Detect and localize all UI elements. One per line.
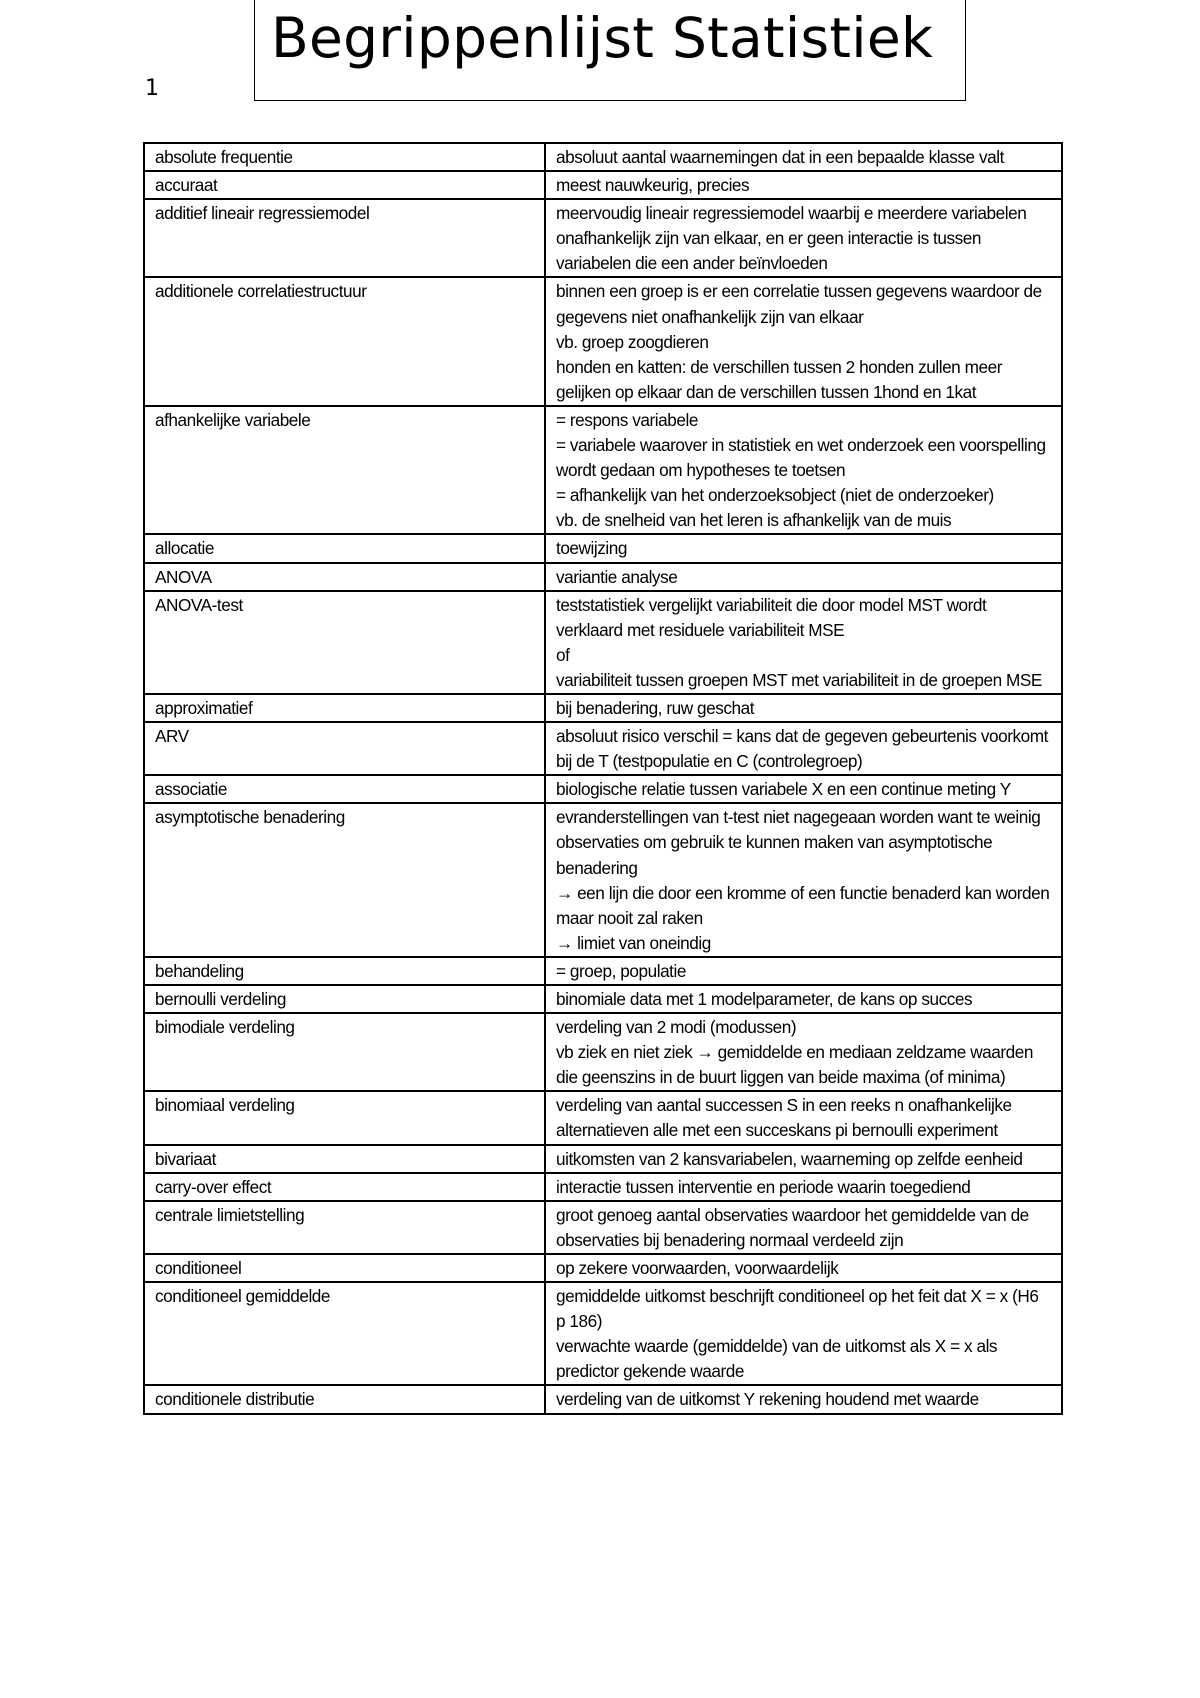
glossary-definition: teststatistiek vergelijkt variabiliteit die door model MST wordt verklaard met residuele variabiliteit MSE of variabiliteit tussen groepen MST met variabiliteit in de groepen MSE <box>545 591 1062 694</box>
glossary-definition: verdeling van 2 modi (modussen) vb ziek en niet ziek → gemiddelde en mediaan zeldzame waarden die geenszins in de buurt liggen van beide maxima (of minima) <box>545 1013 1062 1091</box>
glossary-definition: toewijzing <box>545 534 1062 562</box>
table-row <box>144 143 1062 171</box>
glossary-definition: groot genoeg aantal observaties waardoor het gemiddelde van de observaties bij benadering normaal verdeeld zijn <box>545 1201 1062 1254</box>
glossary-term: centrale limietstelling <box>144 1201 545 1254</box>
glossary-definition: binomiale data met 1 modelparameter, de kans op succes <box>545 985 1062 1013</box>
glossary-term: bivariaat <box>144 1145 545 1173</box>
glossary-term: ANOVA <box>144 563 545 591</box>
glossary-table <box>143 142 1063 1415</box>
glossary-term: ANOVA-test <box>144 591 545 694</box>
glossary-definition: binnen een groep is er een correlatie tussen gegevens waardoor de gegevens niet onafhankelijk zijn van elkaar vb. groep zoogdieren honden en katten: de verschillen tussen 2 honden zullen meer gelijken op elkaar dan de verschillen tussen 1hond en 1kat <box>545 277 1062 405</box>
glossary-term: accuraat <box>144 171 545 199</box>
glossary-term: conditioneel <box>144 1254 545 1282</box>
glossary-term: afhankelijke variabele <box>144 406 545 534</box>
table-row <box>144 803 1062 957</box>
glossary-definition: uitkomsten van 2 kansvariabelen, waarneming op zelfde eenheid <box>545 1145 1062 1173</box>
table-row <box>144 1091 1062 1144</box>
glossary-definition: meervoudig lineair regressiemodel waarbij e meerdere variabelen onafhankelijk zijn van elkaar, en er geen interactie is tussen variabelen die een ander beïnvloeden <box>545 199 1062 277</box>
table-row <box>144 694 1062 722</box>
document-title: Begrippenlijst Statistiek <box>271 6 934 70</box>
glossary-definition: absoluut aantal waarnemingen dat in een bepaalde klasse valt <box>545 143 1062 171</box>
table-row <box>144 722 1062 775</box>
glossary-definition: bij benadering, ruw geschat <box>545 694 1062 722</box>
glossary-term: binomiaal verdeling <box>144 1091 545 1144</box>
glossary-definition: = groep, populatie <box>545 957 1062 985</box>
table-row <box>144 1254 1062 1282</box>
table-row <box>144 591 1062 694</box>
table-row <box>144 1145 1062 1173</box>
table-row <box>144 1201 1062 1254</box>
glossary-term: allocatie <box>144 534 545 562</box>
glossary-term: carry-over effect <box>144 1173 545 1201</box>
glossary-definition: verdeling van de uitkomst Y rekening houdend met waarde <box>545 1385 1062 1413</box>
glossary-term: additionele correlatiestructuur <box>144 277 545 405</box>
glossary-definition: evranderstellingen van t-test niet nagegeaan worden want te weinig observaties om gebruik te kunnen maken van asymptotische benadering → een lijn die door een kromme of een functie benaderd kan worden maar nooit zal raken → limiet van oneindig <box>545 803 1062 957</box>
table-row <box>144 199 1062 277</box>
table-row <box>144 1013 1062 1091</box>
glossary-definition: biologische relatie tussen variabele X en een continue meting Y <box>545 775 1062 803</box>
glossary-term: asymptotische benadering <box>144 803 545 957</box>
title-box <box>254 0 966 101</box>
glossary-term: bernoulli verdeling <box>144 985 545 1013</box>
glossary-definition: op zekere voorwaarden, voorwaardelijk <box>545 1254 1062 1282</box>
table-row <box>144 957 1062 985</box>
table-row <box>144 1173 1062 1201</box>
glossary-definition: variantie analyse <box>545 563 1062 591</box>
glossary-body <box>144 143 1062 1414</box>
glossary-definition: verdeling van aantal successen S in een reeks n onafhankelijke alternatieven alle met een succeskans pi bernoulli experiment <box>545 1091 1062 1144</box>
table-row <box>144 277 1062 405</box>
table-row <box>144 1282 1062 1385</box>
glossary-term: associatie <box>144 775 545 803</box>
page-number: 1 <box>145 76 159 101</box>
glossary-term: additief lineair regressiemodel <box>144 199 545 277</box>
glossary-definition: absoluut risico verschil = kans dat de gegeven gebeurtenis voorkomt bij de T (testpopulatie en C (controlegroep) <box>545 722 1062 775</box>
glossary-definition: gemiddelde uitkomst beschrijft conditioneel op het feit dat X = x (H6 p 186) verwachte waarde (gemiddelde) van de uitkomst als X = x als predictor gekende waarde <box>545 1282 1062 1385</box>
glossary-definition: = respons variabele = variabele waarover in statistiek en wet onderzoek een voorspelling wordt gedaan om hypotheses te toetsen = afhankelijk van het onderzoeksobject (niet de onderzoeker) vb. de snelheid van het leren is afhankelijk van de muis <box>545 406 1062 534</box>
table-row <box>144 563 1062 591</box>
glossary-term: absolute frequentie <box>144 143 545 171</box>
glossary-term: conditionele distributie <box>144 1385 545 1413</box>
table-row <box>144 1385 1062 1413</box>
table-row <box>144 171 1062 199</box>
glossary-term: ARV <box>144 722 545 775</box>
table-row <box>144 406 1062 534</box>
glossary-term: approximatief <box>144 694 545 722</box>
glossary-definition: interactie tussen interventie en periode waarin toegediend <box>545 1173 1062 1201</box>
table-row <box>144 534 1062 562</box>
glossary-term: bimodiale verdeling <box>144 1013 545 1091</box>
glossary-term: conditioneel gemiddelde <box>144 1282 545 1385</box>
table-row <box>144 775 1062 803</box>
glossary-definition: meest nauwkeurig, precies <box>545 171 1062 199</box>
glossary-term: behandeling <box>144 957 545 985</box>
table-row <box>144 985 1062 1013</box>
